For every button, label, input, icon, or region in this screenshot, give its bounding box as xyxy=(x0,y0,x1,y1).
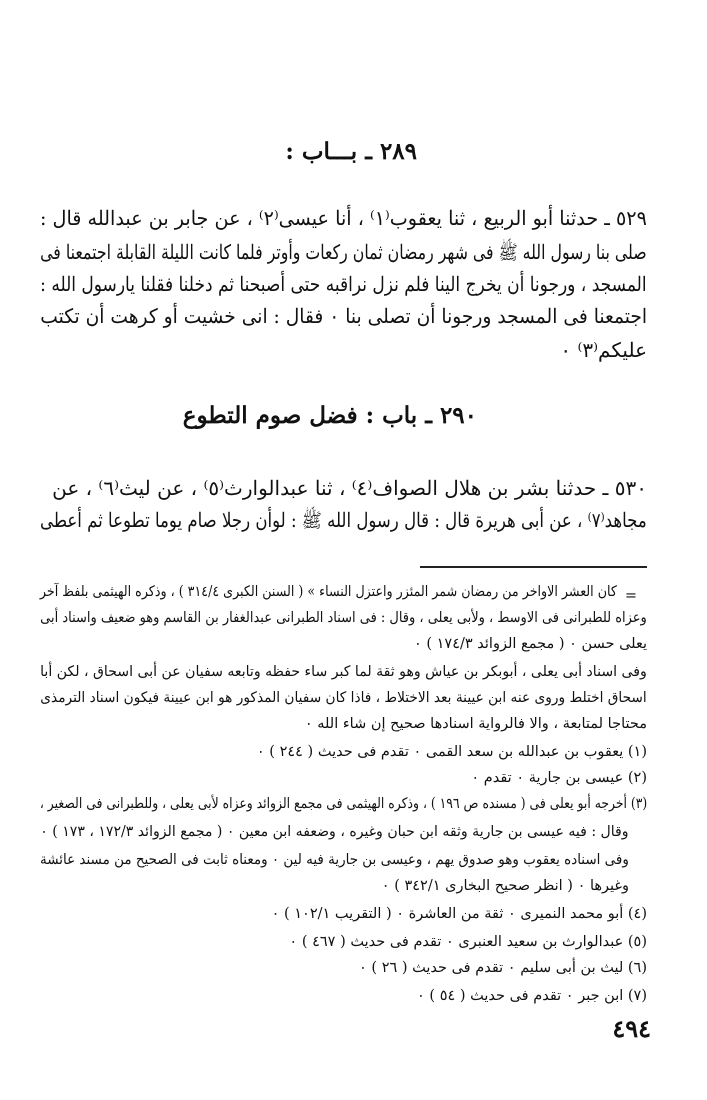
footnote-continued-line-4: وفى اسناد أبى يعلى ، أبوبكر بن عياش وهو ثقة لما كبر ساء حفظه وتابعه سفيان عن أبى اسحاق ، لكن أبا xyxy=(40,664,647,680)
footnote-3-line-4: وغيرها ٠ ( انظر صحيح البخارى ٣٤٢/١ ) ٠ xyxy=(381,878,629,894)
footnote-3-line-2: وقال : فيه عيسى بن جارية وثقه ابن حبان وغيره ، وضعفه ابن معين ٠ ( مجمع الزوائد ١٧٢/٣ ، ١٧٣ ) ٠ xyxy=(40,824,629,840)
footnote-3-line-3: وفى اسناده يعقوب وهو صدوق يهم ، وعيسى بن جارية فيه لين ٠ ومعناه ثابت فى الصحيح من مسند عائشة xyxy=(40,852,629,868)
footnote-continued-line-5: اسحاق اختلط وروى عنه ابن عيينة بعد الاختلاط ، فاذا كان سفيان المذكور هو ابن عيينة فيكون اسناد الترمذى xyxy=(40,690,647,706)
page-number: ٤٩٤ xyxy=(612,1014,651,1043)
footnote-7: (٧) ابن جبر ٠ تقدم فى حديث ( ٥٤ ) ٠ xyxy=(417,988,647,1004)
hadith-529-line-1: ٥٢٩ ـ حدثنا أبو الربيع ، ثنا يعقوب⁽١⁾ ، أنا عيسى⁽٢⁾ ، عن جابر بن عبدالله قال : xyxy=(40,206,647,230)
continuation-mark: = xyxy=(624,588,637,604)
hadith-530-line-1: ٥٣٠ ـ حدثنا بشر بن هلال الصواف⁽٤⁾ ، ثنا عبدالوارث⁽٥⁾ ، عن ليث⁽٦⁾ ، عن xyxy=(52,476,647,500)
footnote-3-line-1: (٣) أخرجه أبو يعلى فى ( مسنده ص ١٩٦ ) ، وذكره الهيثمى فى مجمع الزوائد وعزاه لأبى يعلى ، وللطبرانى فى الصغير ، xyxy=(39,796,647,812)
chapter-heading-290: ٢٩٠ ـ باب : فضل صوم التطوع xyxy=(182,402,477,429)
footnote-1: (١) يعقوب بن عبدالله بن سعد القمى ٠ تقدم فى حديث ( ٢٤٤ ) ٠ xyxy=(256,744,647,760)
footnote-continued-line-2: وعزاه للطبرانى فى الاوسط ، ولأبى يعلى ، وقال : فى اسناد الطبرانى عبدالغفار بن القاسم وهو ضعيف واسناد أبى xyxy=(40,610,647,626)
chapter-heading-289: ٢٨٩ ـ بـــاب : xyxy=(285,138,417,165)
footnote-continued-line-6: محتاجا لمتابعة ، والا فالرواية اسنادها صحيح إن شاء الله ٠ xyxy=(304,716,647,732)
footnote-continued-line-3: يعلى حسن ٠ ( مجمع الزوائد ١٧٤/٣ ) ٠ xyxy=(413,636,647,652)
hadith-529-line-4: اجتمعنا فى المسجد ورجونا أن تصلى بنا ٠ فقال : انى خشيت أو كرهت أن تكتب xyxy=(40,304,647,328)
footnote-continued-line-1: كان العشر الاواخر من رمضان شمر المئزر واعتزل النساء » ( السنن الكبرى ٣١٤/٤ ) ، وذكره الهيثمى بلفظ آخر xyxy=(40,584,617,600)
footnote-4: (٤) أبو محمد النميرى ٠ ثقة من العاشرة ٠ ( التقريب ١٠٢/١ ) ٠ xyxy=(271,906,647,922)
hadith-530-line-2: مجاهد⁽٧⁾ ، عن أبى هريرة قال : قال رسول الله ﷺ : لوأن رجلا صام يوما تطوعا ثم أعطى xyxy=(40,508,647,532)
footnote-2: (٢) عيسى بن جارية ٠ تقدم ٠ xyxy=(471,770,647,786)
hadith-529-line-3: المسجد ، ورجونا أن يخرج الينا فلم نزل نراقبه حتى أصبحنا ثم دخلنا فقلنا يارسول الله : xyxy=(40,272,647,296)
footnote-6: (٦) ليث بن أبى سليم ٠ تقدم فى حديث ( ٢٦ ) ٠ xyxy=(359,960,647,976)
hadith-529-line-2: صلى بنا رسول الله ﷺ فى شهر رمضان ثمان ركعات وأوتر فلما كانت الليلة القابلة اجتمعنا فى xyxy=(40,240,647,264)
footnote-separator xyxy=(420,566,647,568)
hadith-529-line-5: عليكم⁽٣⁾ ٠ xyxy=(560,338,647,362)
footnote-5: (٥) عبدالوارث بن سعيد العنبرى ٠ تقدم فى حديث ( ٤٦٧ ) ٠ xyxy=(289,934,647,950)
